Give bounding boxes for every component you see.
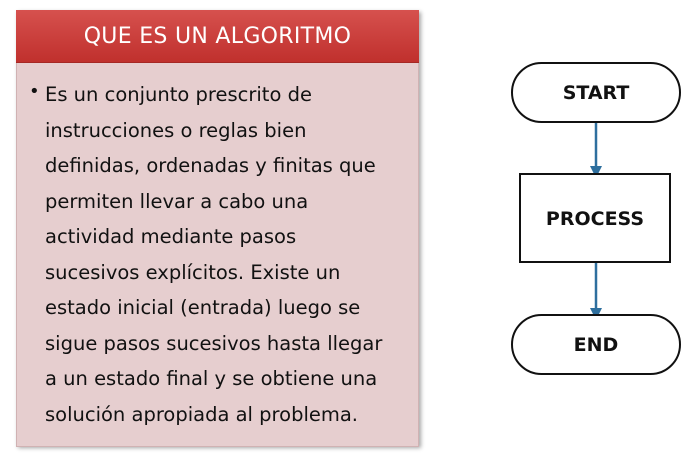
- bullet-marker: •: [29, 81, 40, 102]
- node-end: [512, 315, 680, 374]
- definition-text: Es un conjunto prescrito de instrucciones o reglas bien definidas, ordenadas y finitas que permiten llevar a cabo una actividad mediante pasos sucesivos explícitos. Existe un estado inicial (entrada) luego se sigue pasos sucesivos hasta llegar a un estado final y se obtiene una solución apropiada al problema.: [45, 83, 383, 426]
- node-process-label: PROCESS: [545, 208, 645, 230]
- node-process: [520, 174, 670, 262]
- node-end-label: END: [573, 334, 619, 356]
- card-title: QUE ES UN ALGORITMO: [16, 10, 419, 63]
- node-start-label: START: [562, 82, 630, 104]
- node-start: [512, 63, 680, 122]
